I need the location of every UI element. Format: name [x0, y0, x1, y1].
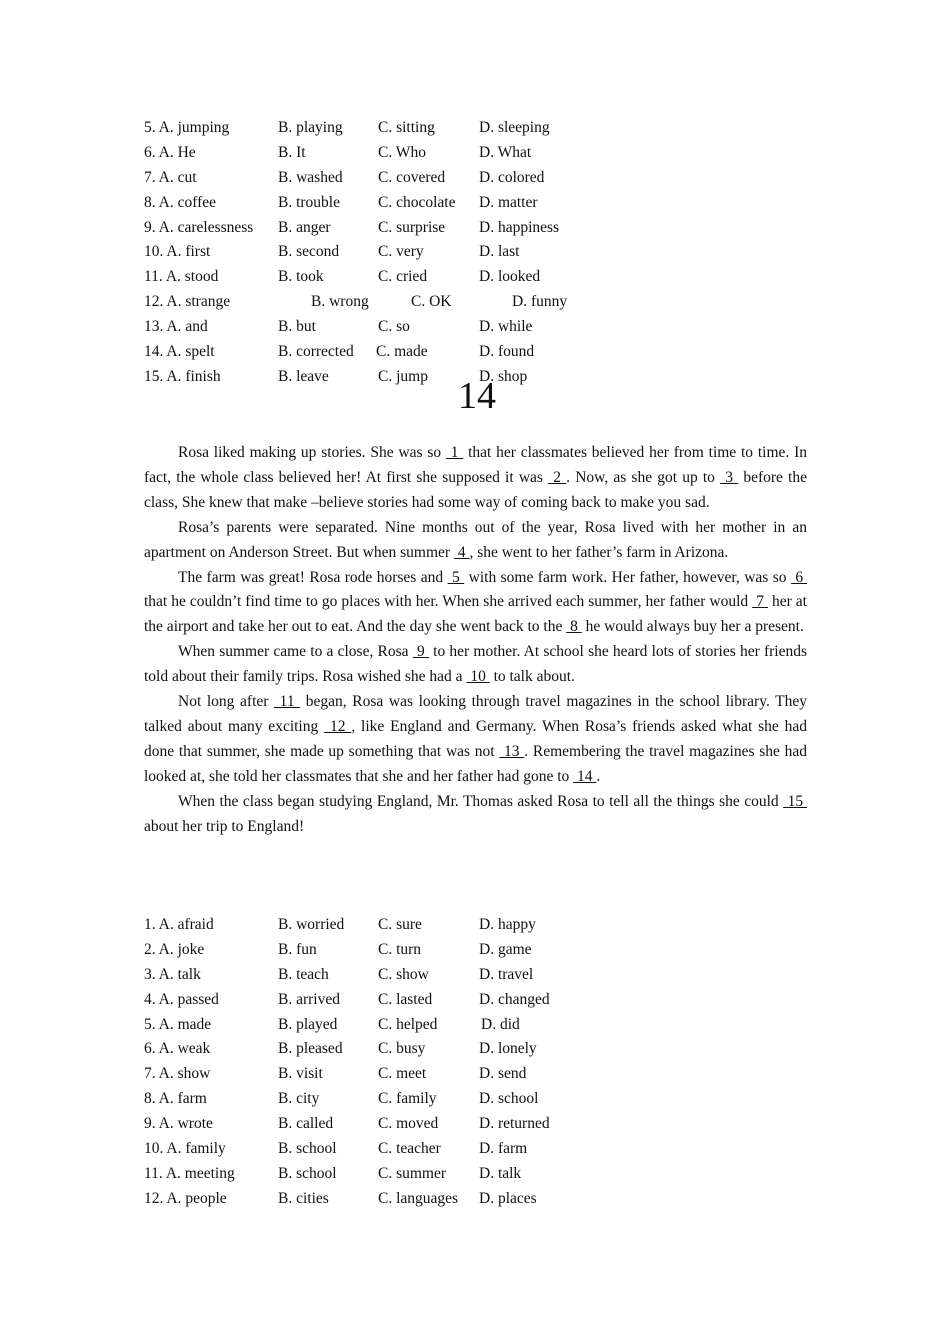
option-a: 10. A. family	[144, 1140, 226, 1158]
paragraph: When summer came to a close, Rosa 9 to her mother. At school she heard lots of stories her friends told about their family trips. Rosa wished she had a 10 to talk about.	[144, 643, 808, 686]
option-b: B. second	[278, 243, 340, 261]
blank-4: 4	[453, 543, 470, 561]
paragraph: The farm was great! Rosa rode horses and 5 with some farm work. Her father, however, was so 6 that he couldn’t find time to go places with her. When she arrived each summer, her father would 7 her at the airport and take her out to eat. And the day she went back to the 8 he would always buy her a present.	[144, 568, 808, 636]
option-d: D. What	[479, 143, 532, 161]
option-a: 5. A. made	[144, 1015, 212, 1033]
option-c: C. cried	[378, 268, 428, 286]
option-b: B. wrong	[311, 293, 369, 311]
option-b: B. washed	[278, 168, 343, 186]
option-b: B. worried	[278, 916, 345, 933]
blank-12: 12	[324, 717, 352, 735]
option-c: C. so	[378, 318, 410, 336]
blank-2: 2	[548, 468, 567, 486]
option-c: C. family	[378, 1090, 437, 1108]
option-b: B. playing	[278, 119, 343, 136]
option-a: 6. A. He	[144, 143, 196, 161]
blank-10: 10	[466, 668, 490, 686]
option-b: B. teach	[278, 965, 329, 983]
option-b: B. called	[278, 1115, 334, 1133]
option-b: B. anger	[278, 218, 331, 236]
option-b: B. arrived	[278, 990, 340, 1008]
option-c: C. chocolate	[378, 193, 456, 211]
option-d: D. did	[481, 1015, 520, 1033]
option-c: C. teacher	[378, 1140, 441, 1158]
option-b: B. school	[278, 1164, 337, 1182]
option-a: 9. A. carelessness	[144, 218, 254, 236]
option-a: 13. A. and	[144, 318, 208, 336]
option-d: D. funny	[512, 293, 568, 311]
option-d: D. farm	[479, 1140, 528, 1158]
option-c: C. Who	[378, 143, 426, 161]
option-d: D. travel	[479, 965, 534, 983]
option-b: B. city	[278, 1090, 320, 1108]
option-a: 3. A. talk	[144, 965, 201, 983]
option-b: B. visit	[278, 1065, 323, 1083]
section-number: 14	[458, 375, 496, 417]
option-a: 7. A. cut	[144, 168, 197, 186]
option-b: B. school	[278, 1140, 337, 1158]
option-d: D. talk	[479, 1164, 522, 1182]
option-c: C. summer	[378, 1164, 447, 1182]
option-b: B. fun	[278, 940, 317, 958]
option-c: C. very	[378, 243, 424, 261]
option-a: 10. A. first	[144, 243, 211, 261]
option-d: D. matter	[479, 193, 538, 211]
option-c: C. sitting	[378, 119, 435, 136]
blank-1: 1	[445, 444, 464, 461]
option-b: B. took	[278, 268, 324, 286]
option-a: 2. A. joke	[144, 940, 205, 958]
option-a: 1. A. afraid	[144, 916, 214, 933]
option-c: C. jump	[378, 367, 428, 385]
option-d: D. returned	[479, 1115, 550, 1133]
option-c: C. surprise	[378, 218, 446, 236]
option-d: D. lonely	[479, 1040, 537, 1058]
option-c: C. lasted	[378, 990, 433, 1008]
option-d: D. places	[479, 1189, 537, 1207]
option-a: 8. A. coffee	[144, 193, 217, 211]
blank-6: 6	[790, 568, 808, 586]
option-a: 8. A. farm	[144, 1090, 207, 1108]
option-c: C. busy	[378, 1040, 426, 1058]
option-d: D. looked	[479, 268, 541, 286]
option-a: 12. A. strange	[144, 293, 231, 311]
cloze-passage	[144, 441, 807, 840]
blank-11: 11	[274, 693, 301, 711]
option-a: 11. A. meeting	[144, 1164, 235, 1182]
option-c: C. meet	[378, 1065, 427, 1083]
option-c: C. show	[378, 965, 429, 983]
option-c: C. helped	[378, 1015, 438, 1033]
option-b: B. cities	[278, 1189, 329, 1207]
option-a: 6. A. weak	[144, 1040, 211, 1058]
option-d: D. school	[479, 1090, 539, 1108]
option-d: D. while	[479, 318, 533, 336]
option-d: D. changed	[479, 990, 550, 1008]
option-a: 11. A. stood	[144, 268, 219, 286]
option-d: D. happiness	[479, 218, 560, 236]
option-b: B. leave	[278, 367, 329, 385]
paragraph: When the class began studying England, Mr. Thomas asked Rosa to tell all the things she could 15 about her trip to England!	[144, 792, 807, 835]
option-c: C. covered	[378, 168, 446, 186]
option-d: D. found	[479, 343, 535, 361]
option-a: 12. A. people	[144, 1189, 227, 1207]
option-d: D. happy	[479, 916, 536, 933]
option-d: D. game	[479, 940, 532, 958]
option-c: C. languages	[378, 1189, 459, 1207]
blank-5: 5	[447, 568, 465, 586]
option-b: B. pleased	[278, 1040, 343, 1058]
option-d: D. sleeping	[479, 119, 550, 136]
option-b: B. trouble	[278, 193, 340, 211]
paragraph: Not long after 11 began, Rosa was looking through travel magazines in the school library. They talked about many exciting 12 , like England and Germany. When Rosa’s friends asked what she had done that summer, she made up something that was not 13 . Remembering the travel magazines she had looked at, she told her classmates that she and her father had gone to 14 .	[144, 693, 808, 785]
option-c: C. moved	[378, 1115, 439, 1133]
option-c: C. turn	[378, 940, 422, 958]
option-a: 5. A. jumping	[144, 119, 230, 136]
option-b: B. corrected	[278, 343, 354, 361]
option-a: 15. A. finish	[144, 367, 221, 385]
option-a: 14. A. spelt	[144, 343, 215, 361]
paragraph: Rosa liked making up stories. She was so 1 that her classmates believed her from time to time. In fact, the whole class believed her! At first she supposed it was 2 . Now, as she got up to 3 before the class, She knew that make –believe stories had some way of coming back to make you sad.	[144, 444, 807, 511]
option-b: B. It	[278, 143, 306, 161]
blank-13: 13	[499, 742, 525, 760]
option-b: B. played	[278, 1015, 338, 1033]
option-c: C. sure	[378, 916, 422, 933]
option-a: 9. A. wrote	[144, 1115, 213, 1133]
blank-14: 14	[573, 767, 597, 785]
option-a: 7. A. show	[144, 1065, 211, 1083]
option-b: B. but	[278, 318, 316, 336]
blank-3: 3	[720, 468, 739, 486]
option-c: C. OK	[411, 293, 452, 311]
blank-9: 9	[412, 643, 429, 661]
option-a: 4. A. passed	[144, 990, 219, 1008]
paragraph: Rosa’s parents were separated. Nine months out of the year, Rosa lived with her mother in an apartment on Anderson Street. But when summer 4 , she went to her father’s farm in Arizona.	[144, 518, 807, 561]
option-d: D. last	[479, 243, 520, 261]
blank-8: 8	[566, 618, 582, 636]
blank-15: 15	[783, 792, 807, 810]
option-d: D. colored	[479, 168, 545, 186]
option-c: C. made	[376, 343, 428, 361]
option-d: D. send	[479, 1065, 527, 1083]
option-d: D. shop	[479, 367, 528, 385]
blank-7: 7	[752, 593, 768, 611]
